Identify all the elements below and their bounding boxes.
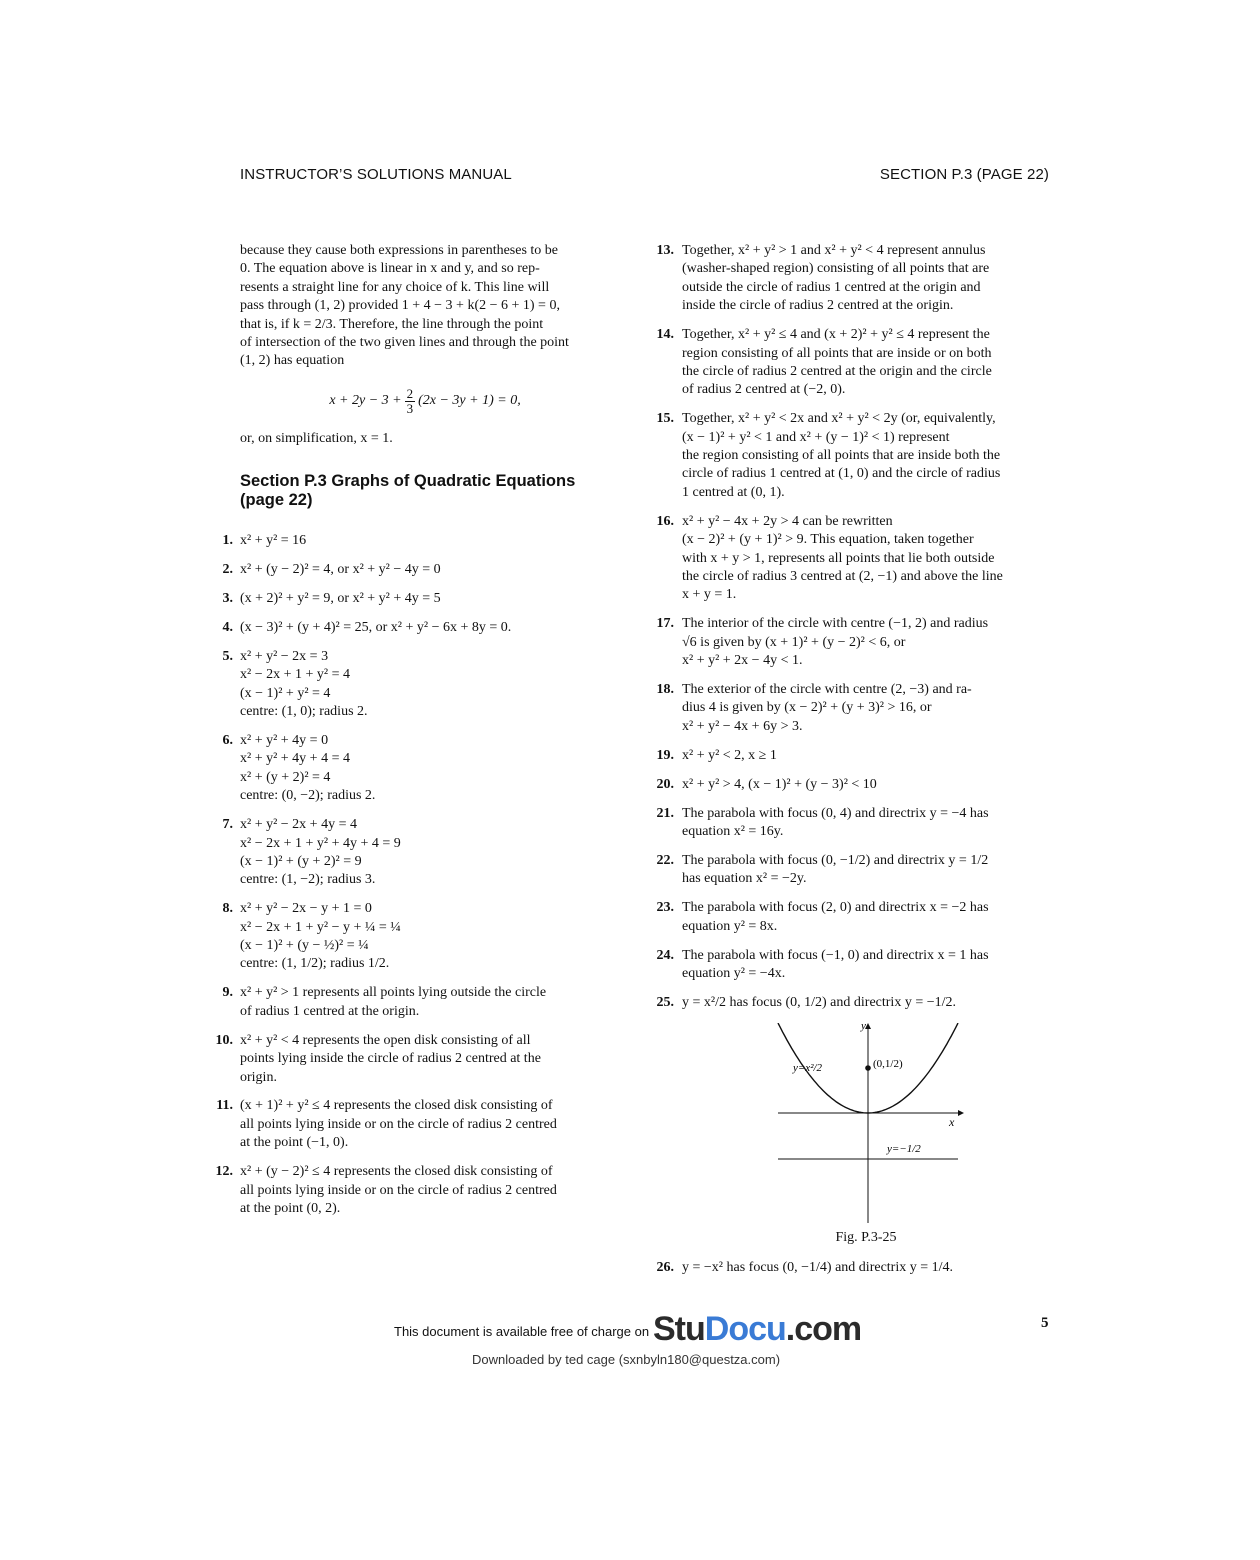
intro-line: 0. The equation above is linear in x and y, and so rep- (240, 261, 540, 277)
exercise-line: y = x²/2 has focus (0, 1/2) and directrix y = −1/2. (682, 994, 956, 1010)
exercise-number: 11. (216, 1098, 233, 1114)
exercise-line: x² + y² + 4y = 0 (240, 733, 329, 748)
display-equation (240, 387, 610, 416)
exercise-line: (x − 1)² + (y + 2)² = 9 (240, 853, 362, 869)
exercise-number: 2. (222, 562, 233, 578)
exercise-line: x² + y² < 4 represents the open disk consisting of all (240, 1032, 531, 1048)
exercise-line: The exterior of the circle with centre (2, −3) and ra- (682, 682, 972, 698)
focus-point (865, 1065, 871, 1071)
exercise-number: 20. (656, 776, 674, 792)
logo-part: .com (785, 1310, 862, 1348)
running-header-right: SECTION P.3 (PAGE 22) (879, 166, 1049, 183)
exercise-line: x² − 2x + 1 + y² − y + ¼ = ¼ (240, 919, 401, 935)
exercise-number: 22. (656, 852, 674, 868)
exercise-item (656, 410, 1050, 502)
focus-label: (0,1/2) (873, 1057, 903, 1070)
intro-line: of intersection of the two given lines and through the point (240, 335, 569, 351)
exercise-line: the region consisting of all points that are inside both the (682, 448, 1001, 464)
parabola-figure (682, 1023, 1050, 1223)
exercise-number: 10. (215, 1032, 233, 1048)
logo-part: Stu (653, 1310, 705, 1348)
simplification-text: or, on simplification, x = 1. (240, 430, 393, 446)
exercise-number: 14. (656, 327, 674, 343)
exercise-line: inside the circle of radius 2 centred at the origin. (682, 298, 954, 314)
exercise-line: x² + y² < 2, x ≥ 1 (682, 747, 777, 763)
equation-left: x + 2y − 3 + (329, 393, 402, 409)
exercise-line: x² + y² − 4x + 2y > 4 can be rewritten (682, 513, 893, 529)
page-number: 5 (1041, 1315, 1049, 1331)
exercise-number: 1. (222, 533, 233, 549)
intro-line: because they cause both expressions in parentheses to be (240, 243, 559, 258)
exercise-line: centre: (1, 1/2); radius 1/2. (240, 956, 390, 972)
exercise-number: 12. (215, 1164, 233, 1180)
exercise-line: origin. (240, 1069, 277, 1085)
exercise-line: 1 centred at (0, 1). (682, 484, 785, 500)
exercise-item (656, 747, 1050, 765)
exercise-item-26 (656, 1259, 1050, 1277)
parabola-plot (682, 1023, 1050, 1223)
exercise-line: x² − 2x + 1 + y² = 4 (240, 667, 350, 683)
exercise-item (656, 513, 1050, 605)
exercise-number: 13. (656, 243, 674, 258)
intro-line: pass through (1, 2) provided 1 + 4 − 3 + k(2 − 6 + 1) = 0, (240, 298, 560, 314)
exercise-item (222, 561, 610, 579)
exercise-item (222, 816, 610, 890)
exercise-line: (x − 1)² + y² = 4 (240, 685, 331, 701)
exercise-line: at the point (0, 2). (240, 1200, 341, 1216)
exercise-number: 21. (656, 805, 674, 821)
exercise-line: x² + y² > 4, (x − 1)² + (y − 3)² < 10 (682, 776, 877, 792)
exercise-line: x² + (y + 2)² = 4 (240, 769, 331, 785)
exercise-item (656, 852, 1050, 889)
exercise-line: x + y = 1. (682, 587, 737, 603)
exercise-line: points lying inside the circle of radius 2 centred at the (240, 1051, 541, 1067)
exercise-number: 8. (222, 901, 233, 917)
exercise-line: x² + y² + 2x − 4y < 1. (682, 653, 803, 669)
exercise-number: 23. (656, 900, 674, 916)
curve-label: y=x²/2 (793, 1061, 823, 1074)
studocu-logo[interactable] (653, 1310, 861, 1349)
exercise-item (222, 532, 610, 550)
exercise-line: equation x² = 16y. (682, 823, 784, 839)
exercise-line: x² − 2x + 1 + y² + 4y + 4 = 9 (240, 835, 401, 851)
section-title (240, 472, 610, 510)
exercise-number: 5. (222, 648, 233, 664)
y-axis-arrow (865, 1023, 871, 1029)
x-axis-arrow (958, 1110, 964, 1116)
exercise-line: The parabola with focus (−1, 0) and directrix x = 1 has (682, 947, 989, 963)
exercise-line: all points lying inside or on the circle of radius 2 centred (240, 1116, 557, 1132)
running-header-left: INSTRUCTOR’S SOLUTIONS MANUAL (240, 166, 512, 183)
directrix-label: y=−1/2 (887, 1142, 921, 1155)
exercise-line: has equation x² = −2y. (682, 871, 807, 887)
intro-line: that is, if k = 2/3. Therefore, the line through the point (240, 316, 544, 332)
intro-line: resents a straight line for any choice of k. This line will (240, 279, 550, 295)
exercise-item (656, 899, 1050, 936)
exercise-line: of radius 1 centred at the origin. (240, 1003, 420, 1019)
intro-line: (1, 2) has equation (240, 353, 345, 369)
exercise-line: with x + y > 1, represents all points that lie both outside (682, 550, 995, 566)
exercise-line: (washer-shaped region) consisting of all points that are (682, 261, 990, 277)
exercise-line: centre: (0, −2); radius 2. (240, 788, 376, 804)
exercise-item (222, 648, 610, 722)
exercise-item (656, 615, 1050, 670)
exercise-item (215, 1032, 610, 1087)
exercise-line: √6 is given by (x + 1)² + (y − 2)² < 6, or (682, 634, 906, 650)
exercise-line: the circle of radius 3 centred at (2, −1) and above the line (682, 569, 1003, 584)
exercise-item (656, 947, 1050, 984)
exercise-number: 18. (656, 682, 674, 698)
exercise-line: The parabola with focus (2, 0) and directrix x = −2 has (682, 900, 989, 916)
exercise-line: x² + y² − 2x = 3 (240, 648, 329, 664)
exercise-line: region consisting of all points that are inside or on both (682, 345, 992, 361)
y-axis-label: y (861, 1022, 866, 1032)
exercise-number: 4. (222, 619, 233, 635)
x-axis-label: x (949, 1114, 955, 1129)
download-notice: Downloaded by ted cage (sxnbyln180@questza.com) (472, 1352, 781, 1367)
exercise-line: x² + y² − 2x + 4y = 4 (240, 817, 357, 833)
fraction-denominator: 3 (406, 400, 414, 416)
exercise-number: 19. (656, 747, 674, 763)
exercise-line: x² + y² − 4x + 6y > 3. (682, 718, 803, 734)
exercise-line: The interior of the circle with centre (−1, 2) and radius (682, 616, 989, 632)
footer-availability-text: This document is available free of charge on (394, 1324, 650, 1339)
exercise-line: centre: (1, 0); radius 2. (240, 704, 368, 720)
exercise-line: equation y² = 8x. (682, 918, 778, 934)
exercise-item (222, 984, 610, 1021)
exercise-line: (x − 3)² + (y + 4)² = 25, or x² + y² − 6x + 8y = 0. (240, 619, 512, 635)
exercise-number: 6. (222, 733, 233, 748)
exercise-number: 16. (656, 513, 674, 529)
exercise-line: Together, x² + y² < 2x and x² + y² < 2y (or, equivalently, (682, 411, 996, 427)
exercise-item (656, 805, 1050, 842)
exercise-line: the circle of radius 2 centred at the origin and the circle (682, 363, 992, 379)
exercise-line: (x − 2)² + (y + 1)² > 9. This equation, taken together (682, 532, 974, 548)
exercise-line: x² + y² − 2x − y + 1 = 0 (240, 901, 372, 917)
exercise-item (656, 776, 1050, 794)
exercise-line: y = −x² has focus (0, −1/4) and directrix y = 1/4. (682, 1260, 954, 1276)
exercise-item (656, 242, 1050, 316)
exercise-list-right (656, 242, 1050, 1012)
fraction-two-thirds (405, 387, 416, 416)
exercise-line: (x + 2)² + y² = 9, or x² + y² + 4y = 5 (240, 591, 441, 607)
exercise-line: x² + (y − 2)² ≤ 4 represents the closed disk consisting of (240, 1164, 553, 1180)
exercise-line: Together, x² + y² > 1 and x² + y² < 4 represent annulus (682, 243, 986, 258)
figure-caption: Fig. P.3-25 (835, 1229, 897, 1245)
exercise-line: The parabola with focus (0, −1/2) and directrix y = 1/2 (682, 852, 989, 868)
exercise-line: (x − 1)² + y² < 1 and x² + (y − 1)² < 1) represent (682, 429, 950, 445)
exercise-line: at the point (−1, 0). (240, 1135, 349, 1151)
exercise-line: The parabola with focus (0, 4) and directrix y = −4 has (682, 805, 989, 821)
exercise-item (222, 619, 610, 637)
exercise-item (216, 1097, 610, 1152)
exercise-number: 3. (222, 591, 233, 607)
fraction-numerator: 2 (406, 385, 414, 401)
exercise-line: Together, x² + y² ≤ 4 and (x + 2)² + y² ≤ 4 represent the (682, 327, 990, 343)
exercise-line: equation y² = −4x. (682, 965, 786, 981)
logo-part: Docu (704, 1310, 786, 1348)
exercise-line: x² + y² + 4y + 4 = 4 (240, 751, 350, 767)
exercise-line: dius 4 is given by (x − 2)² + (y + 3)² > 16, or (682, 700, 932, 716)
exercise-item (215, 1163, 610, 1218)
exercise-item (222, 900, 610, 974)
exercise-number: 7. (222, 817, 233, 833)
intro-paragraph (240, 242, 610, 371)
exercise-list-left (215, 532, 610, 1218)
exercise-number: 9. (222, 985, 233, 1001)
left-column (215, 242, 610, 1229)
exercise-item (656, 681, 1050, 736)
exercise-number: 24. (656, 947, 674, 963)
right-column (656, 242, 1050, 1288)
exercise-line: outside the circle of radius 1 centred at the origin and (682, 279, 981, 295)
exercise-item (222, 590, 610, 608)
exercise-line: x² + (y − 2)² = 4, or x² + y² − 4y = 0 (240, 562, 441, 578)
section-title-line: (page 22) (240, 491, 313, 510)
exercise-line: circle of radius 1 centred at (1, 0) and the circle of radius (682, 466, 1001, 482)
exercise-item (656, 326, 1050, 400)
exercise-line: of radius 2 centred at (−2, 0). (682, 382, 846, 398)
exercise-number: 26. (656, 1260, 674, 1276)
exercise-line: x² + y² = 16 (240, 533, 307, 549)
exercise-line: centre: (1, −2); radius 3. (240, 872, 376, 888)
exercise-line: (x + 1)² + y² ≤ 4 represents the closed disk consisting of (240, 1098, 553, 1114)
exercise-item (222, 732, 610, 806)
exercise-number: 17. (656, 616, 674, 632)
exercise-number: 15. (656, 411, 674, 427)
exercise-line: all points lying inside or on the circle of radius 2 centred (240, 1182, 557, 1198)
section-title-line: Section P.3 Graphs of Quadratic Equations (240, 472, 576, 491)
exercise-number: 25. (656, 994, 674, 1010)
exercise-line: (x − 1)² + (y − ½)² = ¼ (240, 938, 369, 954)
equation-right: (2x − 3y + 1) = 0, (418, 393, 521, 409)
exercise-line: x² + y² > 1 represents all points lying outside the circle (240, 985, 547, 1001)
exercise-item (656, 994, 1050, 1012)
